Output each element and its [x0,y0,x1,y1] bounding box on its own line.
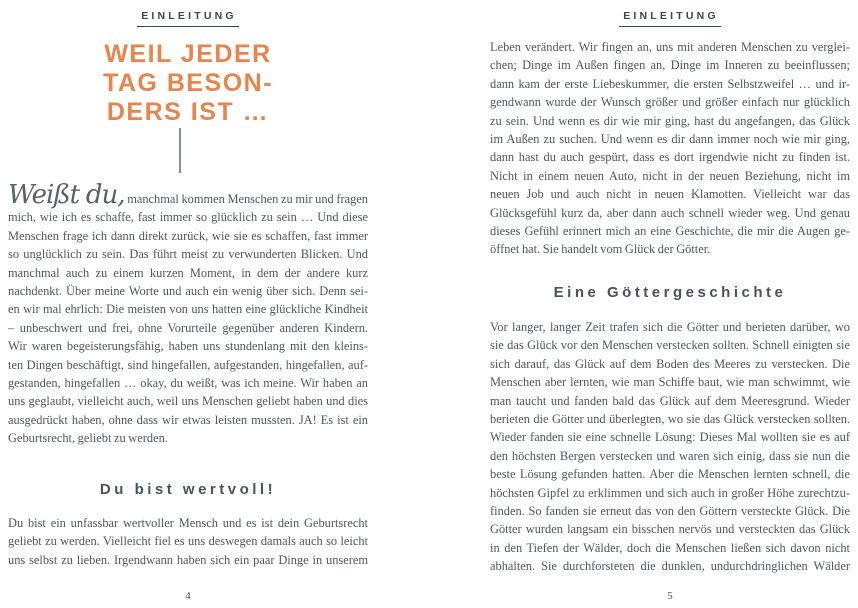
text-line: neuen Job und auch nicht in neuen Klamotten. Vielleicht war das [490,187,850,202]
paragraph-lines [8,208,368,429]
text-line: Wir waren begeisterungsfähig, haben uns stundenlang mit den kleins- [8,339,368,354]
first-line-rest: manchmal kommen Menschen zu mir und fragen [127,192,369,206]
section-heading-left: Du bist wertvoll! [99,481,277,498]
title-divider-line [179,128,181,173]
text-line: Leben verändert. Wir fingen an, uns mit anderen Menschen zu verglei- [490,40,850,54]
running-head-right [490,6,850,27]
text-line: zu sein. Und wenn es dir wie mir ging, hast du angefangen, das Glück [490,113,850,128]
text-line: man taucht und fanden bald das Glück auf dem Meeresgrund. Wieder [490,393,850,408]
left-page [8,0,368,608]
body-paragraph-right [490,318,850,575]
page-number-right: 5 [667,590,673,602]
text-line: höchsten Gipfel zu erklimmen und sich auch in großer Höhe zurechtzu- [490,485,850,500]
text-line: Du bist ein unfassbar wertvoller Mensch und es ist dein Geburtsrecht [8,516,368,530]
text-line: TAG BESON- [102,69,274,97]
text-line: Menschen frage ich dann direkt zurück, wie sie es schaffen, fast immer [8,228,368,243]
body-paragraph-left [8,514,368,569]
text-line: gendwann wurde der Wunsch größer und größer einfach nur glücklich [490,95,850,110]
paragraph-lines [490,38,850,240]
text-line: im Außen zu suchen. Und wenn es dir dann immer noch wie mir ging, [490,131,850,146]
first-text-line [8,180,369,210]
text-line: ten Dingen beschäftigt, sind hingefallen, aufgestanden, hingefallen, auf- [8,357,368,372]
text-line: sich darauf, das Glück auf dem Boden des Meeres zu verstecken. Die [490,356,850,371]
text-line: geliebt zu werden. Vielleicht fiel es uns deswegen damals auch so leicht [8,534,368,549]
text-line: dieses Gefühl erinnert mich an eine Geschichte, die mir die Augen ge- [490,223,850,238]
text-line: sie das Glück vor den Menschen verstecken sollten. Schnell einigten sie [490,338,850,353]
text-line: Wieder fanden sie eine schnelle Lösung: Dieses Mal wollten sie es auf [490,430,850,445]
right-page [490,0,850,608]
text-line: so unglücklich zu sein. Das führt meist zu verwunderten Blicken. Und [8,247,368,262]
running-head-left [8,6,368,27]
text-line: finden. So fanden sie erneut das von den Göttern versteckte Glück. Die [490,503,850,518]
text-line: Menschen aber lernten, wie man Schiffe baut, wie man schwimmt, wie [490,375,850,390]
page-number-left: 4 [185,590,191,602]
continuation-paragraph [490,38,850,259]
opening-paragraph [8,180,369,447]
text-line: – unbeschwert und frei, ohne Vorurteile gegenüber anderen Kindern. [8,320,368,335]
section-heading-right: Eine Göttergeschichte [553,284,787,301]
text-line: in den Tiefen der Wälder, doch die Menschen ließen sich davon nicht [490,540,850,555]
text-line: mich, wie ich es schaffe, fast immer so glücklich zu sein … Und diese [8,210,368,225]
script-opener: Weißt du, [8,180,125,210]
text-line: chen; Dinge im Außen fingen an, Dinge im Inneren zu beeinflussen; [490,58,850,73]
text-line: dann kam der erste Liebeskummer, die ersten Selbstzweifel … und ir- [490,76,850,91]
text-line: WEIL JEDER [104,40,272,68]
text-line: en wir mal ehrlich: Die meisten von uns hatten eine glückliche Kindheit [8,302,368,317]
text-line: Götter wurden langsam ein bisschen nervös und versteckten das Glück [490,522,850,537]
paragraph-last-line: öffnet hat. Sie handelt vom Glück der Götter. [490,242,711,257]
text-line: abhalten. Sie durchforsteten die dunklen, undurchdringlichen Wälder [490,559,850,574]
text-line: ausgedrückt haben, ohne dass wir etwas leisten mussten. JA! Es ist ein [8,412,368,427]
text-line: Nicht in einem neuen Auto, nicht in der neuen Beziehung, nicht im [490,168,850,183]
text-line: beste Lösung gefunden hatten. Aber die Menschen lernten schnell, die [490,467,850,482]
text-line: DERS IST … [106,98,270,126]
text-line: uns geglaubt, vielleicht auch, weil uns Menschen geliebt haben und dies [8,394,368,409]
chapter-title [8,40,368,127]
text-line: dann hast du auch gespürt, dass es dort irgendwie nicht zu finden ist. [490,150,850,165]
text-line: berieten die Götter und überlegten, wo sie das Glück verstecken sollten. [490,411,850,426]
text-line: Vor langer, langer Zeit trafen sich die Götter und berieten darüber, wo [490,320,850,334]
chapter-header-label: EINLEITUNG [619,10,721,27]
text-line: nachdenkt. Über meine Worte und auch ein wenig über sich. Denn sei- [8,283,368,298]
text-line: uns selbst zu lieben. Irgendwann haben sich ein paar Dinge in unserem [8,552,368,567]
text-line: manchmal auch zu einem kurzen Moment, in dem der andere kurz [8,265,368,280]
paragraph-last-line: Geburtsrecht, geliebt zu werden. [8,431,168,446]
text-line: gestanden, hingefallen … okay, du weißt, was ich meine. Wir haben an [8,375,368,390]
chapter-header-label: EINLEITUNG [137,10,239,27]
text-line: Glücksgefühl kurz da, aber dann auch schnell wieder weg. Und genau [490,205,850,220]
text-line: den höchsten Bergen verstecken und waren sich einig, dass sie nun die [490,448,850,463]
